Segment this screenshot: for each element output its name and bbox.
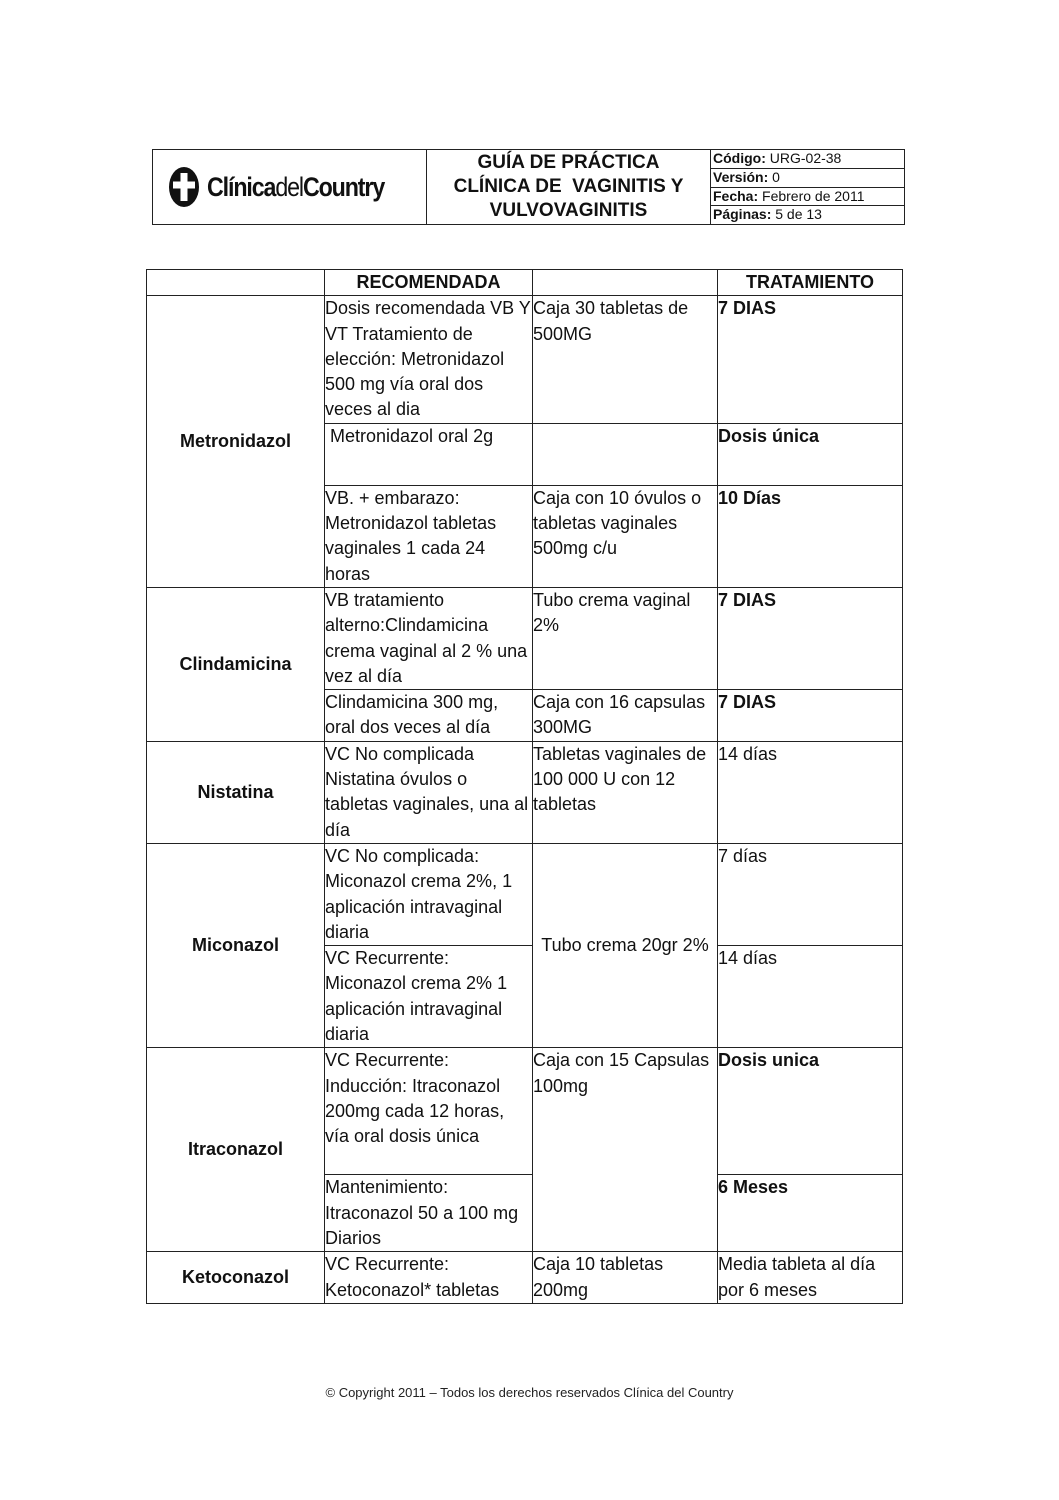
drug-name: Ketoconazol: [147, 1252, 325, 1304]
duration-cell: Dosis única: [718, 423, 903, 485]
header-tratamiento: TRATAMIENTO: [718, 270, 903, 296]
recommendation-cell: Metronidazol oral 2g: [325, 423, 533, 485]
meta-date: Fecha: Febrero de 2011: [711, 188, 904, 207]
presentation-cell: Tubo crema vaginal 2%: [533, 587, 718, 689]
table-row: [147, 741, 903, 843]
duration-cell: 7 días: [718, 843, 903, 945]
duration-cell: Media tableta al día por 6 meses: [718, 1252, 903, 1304]
presentation-cell: [533, 423, 718, 485]
presentation-cell: Tabletas vaginales de 100 000 U con 12 tabletas: [533, 741, 718, 843]
presentation-cell: Caja con 15 Capsulas 100mg: [533, 1048, 718, 1252]
table-row: [147, 587, 903, 689]
recommendation-cell: Dosis recomendada VB Y VT Tratamiento de elección: Metronidazol 500 mg vía oral dos veces al dia: [325, 296, 533, 423]
document-meta: [711, 150, 904, 224]
meta-code: Código: URG-02-38: [711, 150, 904, 169]
copyright-footer: © Copyright 2011 – Todos los derechos reservados Clínica del Country: [325, 1385, 734, 1400]
drug-name: Itraconazol: [147, 1048, 325, 1252]
recommendation-cell: Clindamicina 300 mg, oral dos veces al día: [325, 690, 533, 742]
presentation-cell: Caja 30 tabletas de 500MG: [533, 296, 718, 423]
logo-wordmark: ClínicadelCountry: [207, 171, 385, 202]
meta-pages: Páginas: 5 de 13: [713, 206, 822, 223]
table-row: [147, 296, 903, 423]
header-cell: [147, 270, 325, 296]
recommendation-cell: VC Recurrente: Miconazol crema 2% 1 aplicación intravaginal diaria: [325, 946, 533, 1048]
document-title: GUÍA DE PRÁCTICA CLÍNICA DE VAGINITIS Y VULVOVAGINITIS: [427, 150, 711, 224]
presentation-cell: Caja 10 tabletas 200mg: [533, 1252, 718, 1304]
duration-cell: 14 días: [718, 741, 903, 843]
recommendation-cell: VC Recurrente: Inducción: Itraconazol 200mg cada 12 horas, vía oral dosis única: [325, 1048, 533, 1175]
drug-name: Miconazol: [147, 843, 325, 1047]
meta-version: Versión: 0: [711, 169, 904, 188]
recommendation-cell: Mantenimiento: Itraconazol 50 a 100 mg Diarios: [325, 1175, 533, 1252]
drug-name: Nistatina: [147, 741, 325, 843]
duration-cell: Dosis unica: [718, 1048, 903, 1175]
duration-cell: 14 días: [718, 946, 903, 1048]
treatment-table: [146, 269, 903, 1304]
table-row: [147, 1252, 903, 1304]
recommendation-cell: VC No complicada Nistatina óvulos o tabletas vaginales, una al día: [325, 741, 533, 843]
table-header-row: [147, 270, 903, 296]
drug-name: Clindamicina: [147, 587, 325, 741]
duration-cell: 6 Meses: [718, 1175, 903, 1252]
duration-cell: 7 DIAS: [718, 587, 903, 689]
recommendation-cell: VB tratamiento alterno:Clindamicina crema vaginal al 2 % una vez al día: [325, 587, 533, 689]
table-row: [147, 1048, 903, 1175]
cross-logo-icon: [167, 165, 201, 209]
duration-cell: 7 DIAS: [718, 296, 903, 423]
document-header: [152, 149, 905, 225]
duration-cell: 10 Días: [718, 485, 903, 587]
recommendation-cell: VC Recurrente: Ketoconazol* tabletas: [325, 1252, 533, 1304]
clinic-logo: [153, 150, 427, 224]
presentation-cell: Tubo crema 20gr 2%: [533, 843, 718, 1047]
drug-name: Metronidazol: [147, 296, 325, 588]
header-cell: [533, 270, 718, 296]
recommendation-cell: VC No complicada: Miconazol crema 2%, 1 aplicación intravaginal diaria: [325, 843, 533, 945]
table-row: [147, 843, 903, 945]
header-recomendada: RECOMENDADA: [325, 270, 533, 296]
presentation-cell: Caja con 10 óvulos o tabletas vaginales 500mg c/u: [533, 485, 718, 587]
recommendation-cell: VB. + embarazo: Metronidazol tabletas vaginales 1 cada 24 horas: [325, 485, 533, 587]
presentation-cell: Caja con 16 capsulas 300MG: [533, 690, 718, 742]
duration-cell: 7 DIAS: [718, 690, 903, 742]
